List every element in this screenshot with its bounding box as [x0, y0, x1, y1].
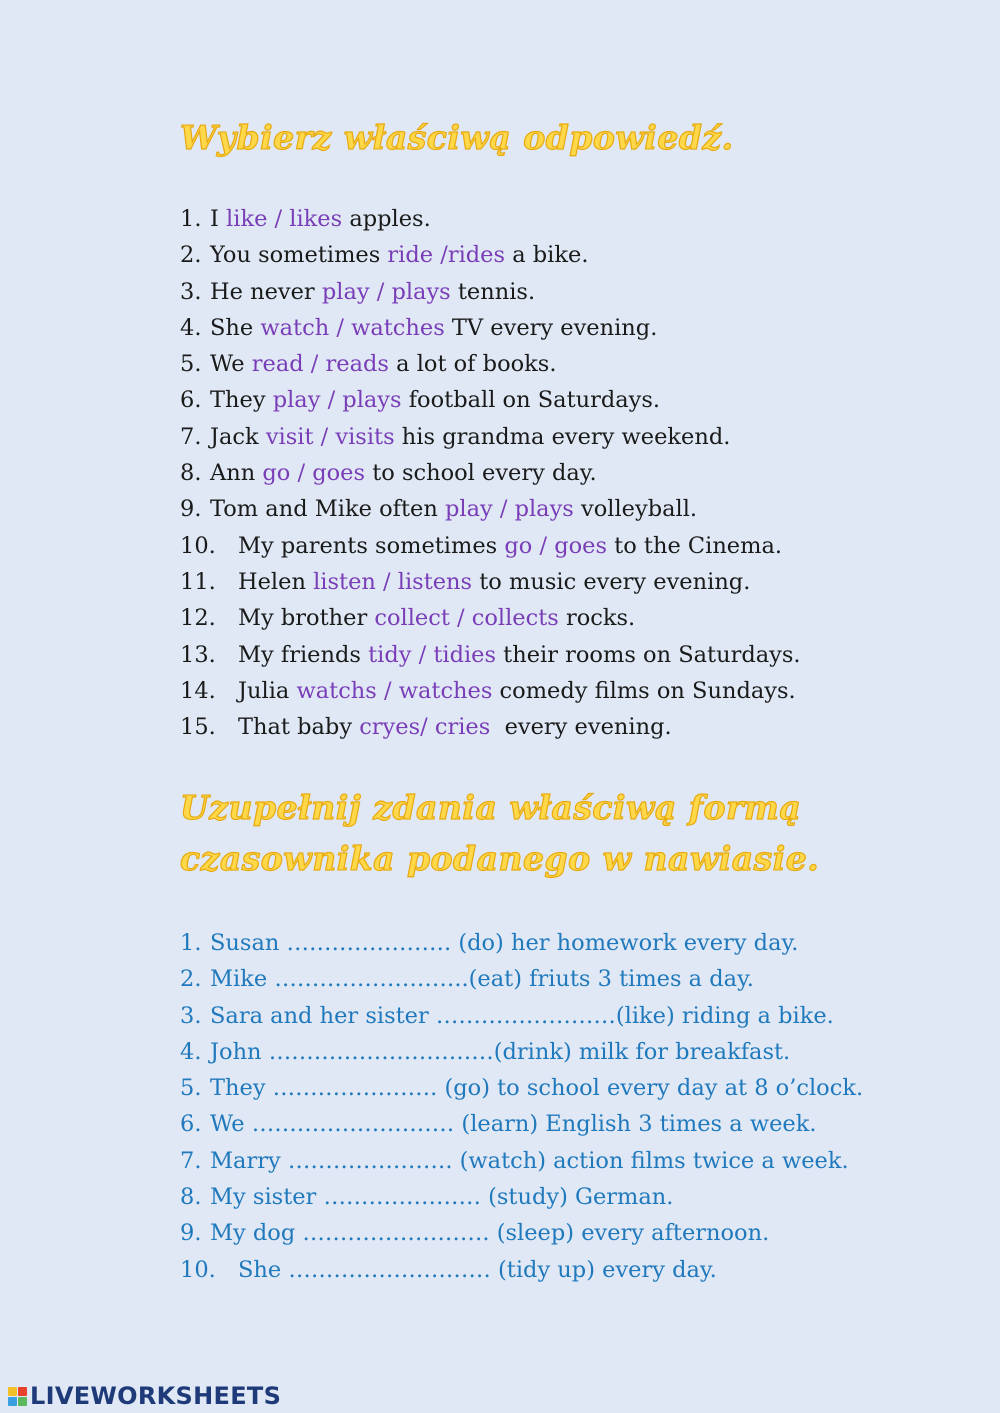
section1-heading: Wybierz właściwą odpowiedź. [180, 118, 734, 157]
answer-options[interactable]: ride /rides [387, 242, 506, 269]
exercise1-item [180, 491, 801, 527]
exercise1-item [180, 310, 801, 346]
item-number: 9. [180, 1220, 202, 1247]
item-number: 7. [180, 423, 202, 450]
section2-heading-line1: Uzupełnij zdania właściwą formą [180, 788, 802, 827]
logo-square-green [18, 1397, 27, 1406]
answer-options[interactable]: go / goes [262, 460, 366, 487]
sentence-end: comedy films on Sundays. [492, 677, 796, 704]
sentence-end: every evening. [490, 714, 672, 741]
sentence-end: a lot of books. [388, 351, 557, 378]
item-number: 6. [180, 1111, 202, 1138]
exercise2-item [180, 925, 863, 961]
answer-options[interactable]: cryes/ cries [359, 714, 491, 741]
exercise1-item [180, 419, 801, 455]
exercise2-item [180, 1252, 863, 1288]
sentence-end: to the Cinema. [607, 532, 783, 559]
sentence-start: Julia [238, 677, 297, 704]
section2-heading [180, 782, 900, 884]
item-number: 8. [180, 1184, 202, 1211]
exercise2-item [180, 998, 863, 1034]
fill-in-sentence[interactable]: My dog ……………………. (sleep) every afternoon. [210, 1220, 770, 1247]
answer-options[interactable]: tidy / tidies [368, 641, 497, 668]
item-number: 8. [180, 460, 202, 487]
sentence-start: My brother [238, 605, 375, 632]
exercise1-item [180, 274, 801, 310]
liveworksheets-logo[interactable] [8, 1381, 281, 1411]
liveworksheets-logo-icon [8, 1387, 27, 1406]
sentence-end: tennis. [450, 278, 536, 305]
fill-in-sentence[interactable]: My sister ………………… (study) German. [210, 1184, 674, 1211]
sentence-start: Helen [238, 568, 314, 595]
item-number: 10. [180, 1256, 216, 1283]
exercise2-item [180, 1106, 863, 1142]
exercise1-item [180, 600, 801, 636]
fill-in-sentence[interactable]: Mike ……………………..(eat) friuts 3 times a day. [210, 966, 754, 993]
exercise1-item [180, 528, 801, 564]
sentence-start: Ann [210, 460, 263, 487]
fill-in-sentence[interactable]: Marry …………………. (watch) action films twice a week. [210, 1147, 849, 1174]
sentence-start: You sometimes [210, 242, 388, 269]
sentence-end: their rooms on Saturdays. [496, 641, 801, 668]
exercise1-item [180, 564, 801, 600]
sentence-end: to school every day. [365, 460, 597, 487]
exercise1-item [180, 346, 801, 382]
sentence-end: rocks. [558, 605, 636, 632]
sentence-end: football on Saturdays. [401, 387, 661, 414]
sentence-start: She [210, 314, 261, 341]
item-number: 4. [180, 1038, 202, 1065]
item-number: 5. [180, 351, 202, 378]
fill-in-sentence[interactable]: They …………………. (go) to school every day at 8 o’clock. [210, 1075, 864, 1102]
answer-options[interactable]: collect / collects [374, 605, 559, 632]
sentence-end: volleyball. [573, 496, 698, 523]
item-number: 2. [180, 242, 202, 269]
sentence-start: My parents sometimes [238, 532, 505, 559]
sentence-start: They [210, 387, 273, 414]
answer-options[interactable]: play / plays [321, 278, 451, 305]
answer-options[interactable]: go / goes [504, 532, 608, 559]
section2-heading-line2: czasownika podanego w nawiasie. [180, 839, 820, 878]
sentence-end: TV every evening. [444, 314, 658, 341]
sentence-start: My friends [238, 641, 369, 668]
fill-in-sentence[interactable]: Sara and her sister ……………………(like) riding a bike. [210, 1002, 834, 1029]
item-number: 13. [180, 641, 216, 668]
exercise2-item [180, 1034, 863, 1070]
answer-options[interactable]: watchs / watches [296, 677, 493, 704]
sentence-start: We [210, 351, 252, 378]
logo-text: LIVEWORKSHEETS [30, 1382, 282, 1410]
item-number: 1. [180, 206, 202, 232]
sentence-start: I [210, 206, 227, 232]
answer-options[interactable]: listen / listens [313, 568, 473, 595]
exercise1-item [180, 237, 801, 273]
item-number: 15. [180, 714, 216, 741]
fill-in-sentence[interactable]: Susan …………………. (do) her homework every day. [210, 930, 799, 956]
answer-options[interactable]: play / plays [272, 387, 402, 414]
answer-options[interactable]: like / likes [226, 206, 343, 232]
exercise1-item [180, 709, 801, 745]
item-number: 6. [180, 387, 202, 414]
item-number: 10. [180, 532, 216, 559]
exercise2-item [180, 1179, 863, 1215]
item-number: 11. [180, 568, 216, 595]
sentence-start: That baby [238, 714, 360, 741]
choice-exercise-list [180, 201, 801, 745]
sentence-end: apples. [342, 206, 431, 232]
item-number: 3. [180, 1002, 202, 1029]
sentence-end: his grandma every weekend. [394, 423, 731, 450]
item-number: 2. [180, 966, 202, 993]
fill-in-sentence[interactable]: She ……………………… (tidy up) every day. [238, 1256, 717, 1283]
sentence-end: to music every evening. [472, 568, 751, 595]
fill-in-sentence[interactable]: John …………………………(drink) milk for breakfast. [210, 1038, 791, 1065]
item-number: 14. [180, 677, 216, 704]
exercise1-item [180, 455, 801, 491]
item-number: 9. [180, 496, 202, 523]
logo-square-yellow [8, 1387, 17, 1396]
exercise1-item [180, 637, 801, 673]
logo-square-blue [8, 1397, 17, 1406]
answer-options[interactable]: read / reads [251, 351, 389, 378]
sentence-end: a bike. [505, 242, 589, 269]
sentence-start: He never [210, 278, 322, 305]
logo-square-red [18, 1387, 27, 1396]
item-number: 1. [180, 930, 202, 956]
exercise2-item [180, 1215, 863, 1251]
exercise2-item [180, 961, 863, 997]
fill-in-sentence[interactable]: We ……………………… (learn) English 3 times a week. [210, 1111, 817, 1138]
answer-options[interactable]: play / plays [444, 496, 574, 523]
exercise2-item [180, 1070, 863, 1106]
exercise1-item [180, 673, 801, 709]
sentence-start: Jack [210, 423, 266, 450]
item-number: 12. [180, 605, 216, 632]
answer-options[interactable]: watch / watches [260, 314, 445, 341]
exercise1-item [180, 382, 801, 418]
item-number: 7. [180, 1147, 202, 1174]
exercise2-item [180, 1143, 863, 1179]
sentence-start: Tom and Mike often [210, 496, 445, 523]
answer-options[interactable]: visit / visits [265, 423, 395, 450]
exercise1-item [180, 201, 801, 237]
item-number: 5. [180, 1075, 202, 1102]
item-number: 3. [180, 278, 202, 305]
item-number: 4. [180, 314, 202, 341]
fill-in-exercise-list [180, 925, 863, 1288]
